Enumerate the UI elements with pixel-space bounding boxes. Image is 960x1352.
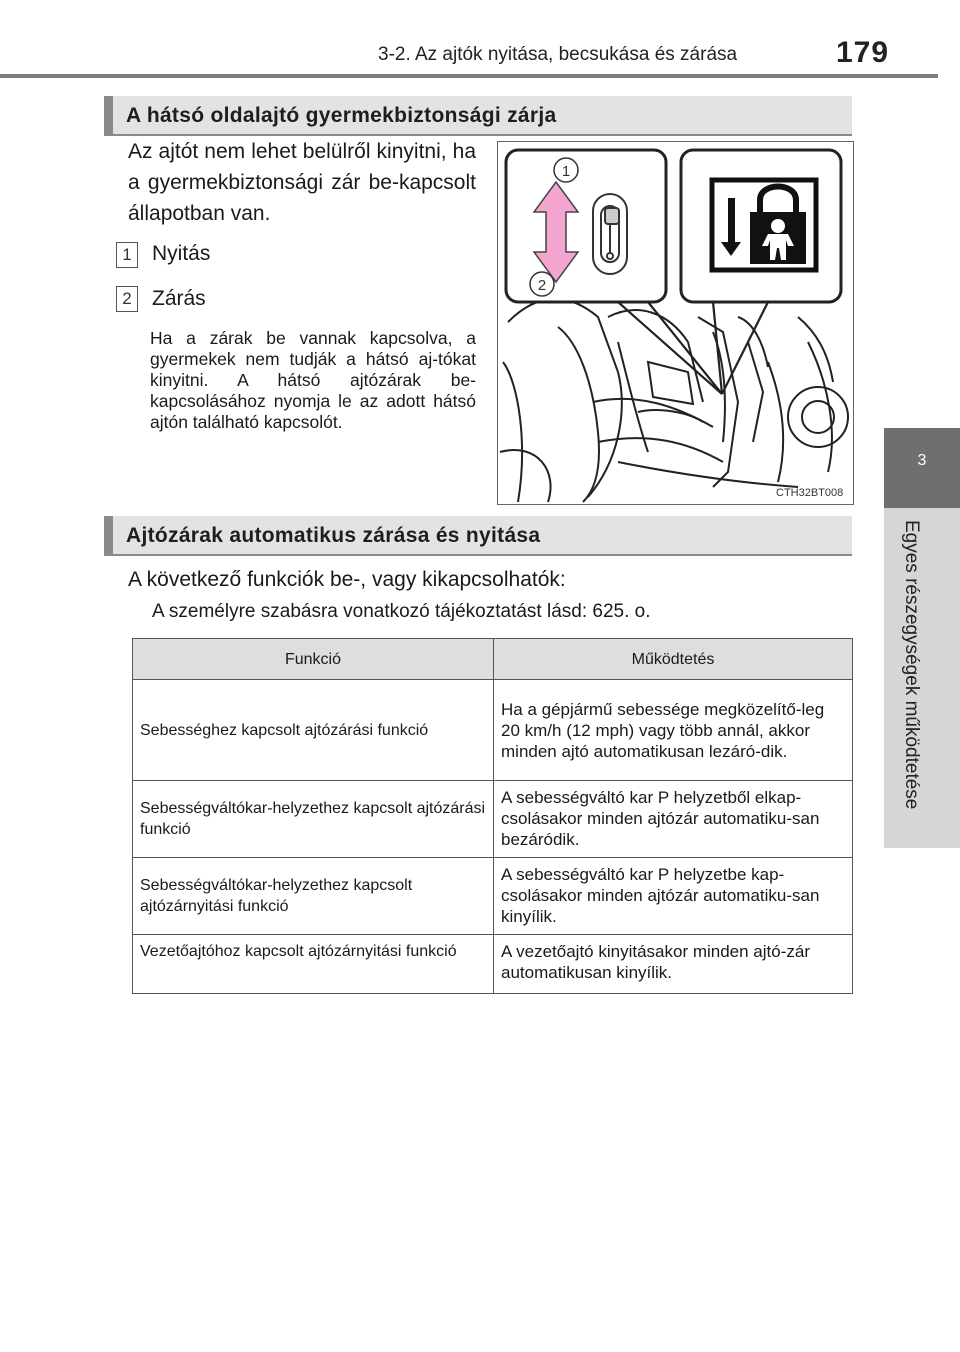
callout-number-2 <box>530 272 554 296</box>
header-rule <box>0 74 938 78</box>
functions-lead: A következő funkciók be-, vagy kikapcsolhatók: <box>128 568 566 591</box>
door-illustration <box>498 142 853 504</box>
intro-text: Az ajtót nem lehet belülről kinyitni, ha a gyermekbiztonsági zár be-kapcsolt állapotban van. <box>128 140 476 225</box>
item-number-2: 2 <box>116 286 138 312</box>
chapter-title: Egyes részegységek működtetése <box>901 520 922 810</box>
table-header-row <box>133 639 853 680</box>
item-label-lock: Zárás <box>152 287 206 310</box>
svg-text:2: 2 <box>537 277 547 294</box>
table-row <box>133 680 853 781</box>
function-cell: Sebességváltókar-helyzethez kapcsolt ajtózárnyitási funkció <box>133 858 494 935</box>
chapter-number: 3 <box>917 452 927 469</box>
section-accent <box>104 96 113 134</box>
header-title: 3-2. Az ajtók nyitása, becsukása és zárása <box>378 44 738 65</box>
note-text: Ha a zárak be vannak kapcsolva, a gyermekek nem tudják a hátsó aj-tókat kinyitni. A hátsó ajtózárak be-kapcsolásához nyomja le az adott hátsó ajtón található kapcsolót. <box>150 328 476 432</box>
section-accent <box>104 516 113 554</box>
chapter-tab <box>884 428 960 508</box>
child-lock-figure <box>497 141 854 505</box>
function-cell: Sebességváltókar-helyzethez kapcsolt ajtózárási funkció <box>133 781 494 858</box>
operation-cell: A sebességváltó kar P helyzetből elkap-csolásakor minden ajtózár automatiku-san bezáródik. <box>494 781 853 858</box>
figure-code: CTH32BT008 <box>776 487 844 499</box>
table-row <box>133 935 853 994</box>
section-heading-auto-lock <box>104 516 852 556</box>
table-row <box>133 858 853 935</box>
item-number-1: 1 <box>116 242 138 268</box>
svg-text:1: 1 <box>561 163 571 180</box>
operation-cell: A vezetőajtó kinyitásakor minden ajtó-zár automatikusan kinyílik. <box>494 935 853 994</box>
column-header-operation: Működtetés <box>494 639 853 680</box>
functions-table <box>132 638 853 994</box>
page-number: 179 <box>836 36 890 69</box>
child-lock-icon <box>712 180 816 270</box>
chapter-strip <box>884 508 960 848</box>
item-label-open: Nyitás <box>152 242 211 265</box>
customization-reference: A személyre szabásra vonatkozó tájékoztatást lásd: 625. o. <box>152 601 651 622</box>
function-cell: Vezetőajtóhoz kapcsolt ajtózárnyitási funkció <box>133 935 494 994</box>
function-cell: Sebességhez kapcsolt ajtózárási funkció <box>133 680 494 781</box>
section-title: A hátsó oldalajtó gyermekbiztonsági zárja <box>126 104 557 127</box>
column-header-function: Funkció <box>133 639 494 680</box>
section-title: Ajtózárak automatikus zárása és nyitása <box>126 524 541 547</box>
section-heading-child-lock <box>104 96 852 136</box>
operation-cell: A sebességváltó kar P helyzetbe kap-csolásakor minden ajtózár automatiku-san kinyílik. <box>494 858 853 935</box>
callout-number-1 <box>554 158 578 182</box>
operation-cell: Ha a gépjármű sebessége megközelítő-leg 20 km/h (12 mph) vagy több annál, akkor minden ajtó automatikusan lezáró-dik. <box>494 680 853 781</box>
table-row <box>133 781 853 858</box>
